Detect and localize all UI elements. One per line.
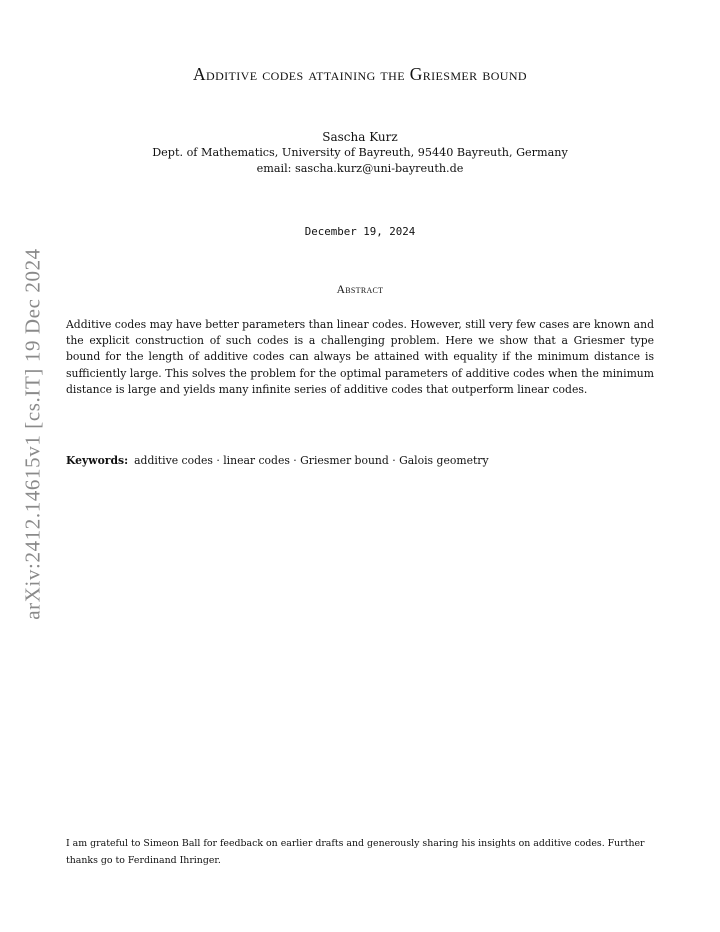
- keywords-label: Keywords:: [66, 454, 129, 467]
- paper-title: Additive codes attaining the Griesmer bound: [192, 64, 528, 84]
- author-name: Sascha Kurz: [322, 130, 398, 144]
- paper-date: December 19, 2024: [304, 225, 416, 238]
- abstract-heading: Abstract: [336, 284, 384, 296]
- keywords-list: additive codes · linear codes · Griesmer bound · Galois geometry: [134, 454, 489, 467]
- author-affiliation: Dept. of Mathematics, University of Bayreuth, 95440 Bayreuth, Germany: [152, 146, 568, 159]
- author-block: [0, 129, 720, 177]
- acknowledgement-footnote: I am grateful to Simeon Ball for feedback on earlier drafts and generously sharing his insights on additive codes. Further thanks go to Ferdinand Ihringer.: [66, 838, 645, 866]
- abstract-body: Additive codes may have better parameters than linear codes. However, still very few cases are known and the explicit construction of such codes is a challenging problem. Here we show that a Griesmer type bound for the length of additive codes can always be attained with equality if the minimum distance is sufficiently large. This solves the problem for the optimal parameters of additive codes when the minimum distance is large and yields many infinite series of additive codes that outperform linear codes.: [66, 318, 654, 396]
- keywords-line: [66, 453, 654, 469]
- author-email: email: sascha.kurz@uni-bayreuth.de: [256, 162, 464, 175]
- arxiv-identifier-stamp: arXiv:2412.14615v1 [cs.IT] 19 Dec 2024: [20, 248, 45, 620]
